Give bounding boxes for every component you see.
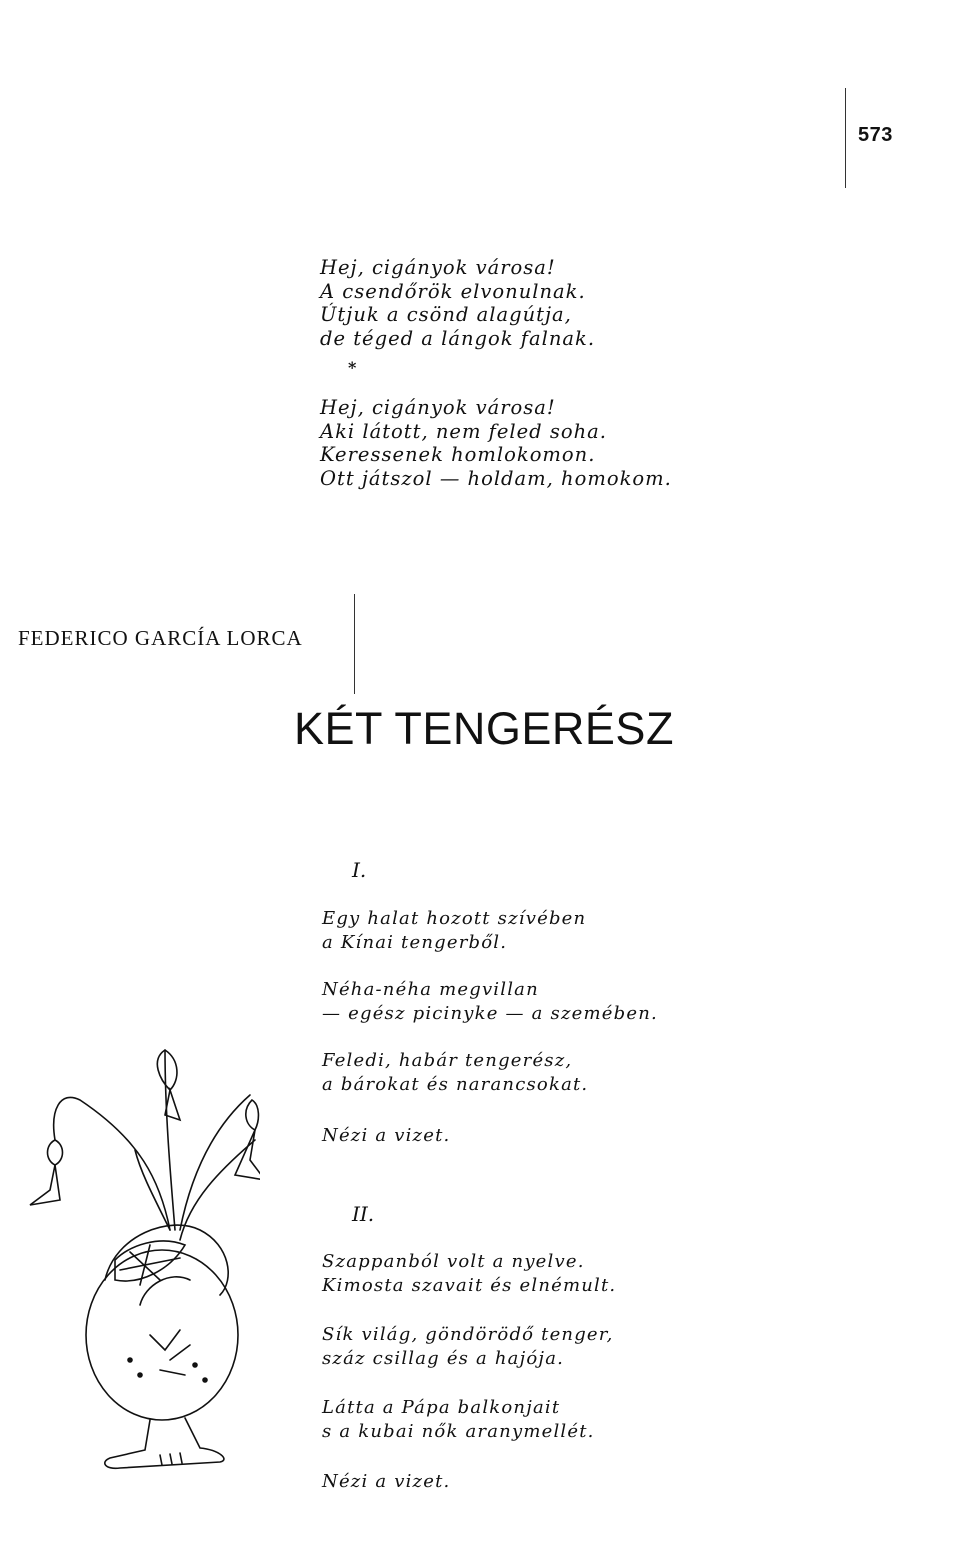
author-rule	[354, 594, 355, 694]
verse-line: Szappanból volt a nyelve.	[322, 1251, 585, 1272]
verse-line: Keressenek homlokomon.	[320, 443, 596, 467]
verse-line: száz csillag és a hajója.	[322, 1347, 565, 1369]
verse-line: a Kínai tengerből.	[322, 931, 508, 953]
prev-poem-stanza-1	[320, 256, 595, 351]
verse-line: Nézi a vizet.	[322, 1125, 451, 1146]
author-name: FEDERICO GARCÍA LORCA	[18, 626, 303, 650]
part2-stanza-1	[322, 1250, 616, 1297]
verse-line: Sík világ, göndörödő tenger,	[322, 1324, 614, 1345]
verse-line: Feledi, habár tengerész,	[322, 1050, 573, 1071]
page-number-rule	[845, 88, 846, 188]
verse-line: Ott játszol — holdam, homokom.	[320, 467, 672, 491]
part2-stanza-4	[322, 1470, 450, 1494]
part1-stanza-3	[322, 1049, 588, 1096]
verse-line: Hej, cigányok városa!	[320, 256, 556, 279]
section-number-2: II.	[352, 1202, 375, 1226]
verse-line: Néha-néha megvillan	[322, 979, 539, 1000]
verse-line: Hej, cigányok városa!	[320, 396, 556, 419]
part2-stanza-3	[322, 1396, 595, 1443]
part1-stanza-4	[322, 1124, 450, 1148]
verse-line: Látta a Pápa balkonjait	[322, 1397, 561, 1418]
sailor-fish-drawing-icon	[20, 1030, 260, 1480]
page-number: 573	[858, 124, 893, 146]
section-number-1: I.	[352, 858, 367, 882]
prev-poem-stanza-2	[320, 396, 672, 491]
stanza-separator: *	[348, 358, 357, 377]
part1-stanza-2	[322, 978, 658, 1025]
part2-stanza-2	[322, 1323, 614, 1370]
verse-line: Kimosta szavait és elnémult.	[322, 1274, 617, 1296]
verse-line: Útjuk a csönd alagútja,	[320, 303, 572, 327]
verse-line: s a kubai nők aranymellét.	[322, 1420, 595, 1442]
verse-line: Aki látott, nem feled soha.	[320, 419, 607, 443]
verse-line: Nézi a vizet.	[322, 1471, 451, 1492]
verse-line: a bárokat és narancsokat.	[322, 1073, 589, 1095]
verse-line: A csendőrök elvonulnak.	[320, 279, 586, 303]
poem-title: KÉT TENGERÉSZ	[294, 703, 674, 754]
part1-stanza-1	[322, 907, 586, 954]
verse-line: de téged a lángok falnak.	[320, 327, 596, 351]
verse-line: — egész picinyke — a szemében.	[322, 1002, 658, 1024]
verse-line: Egy halat hozott szívében	[322, 908, 587, 929]
